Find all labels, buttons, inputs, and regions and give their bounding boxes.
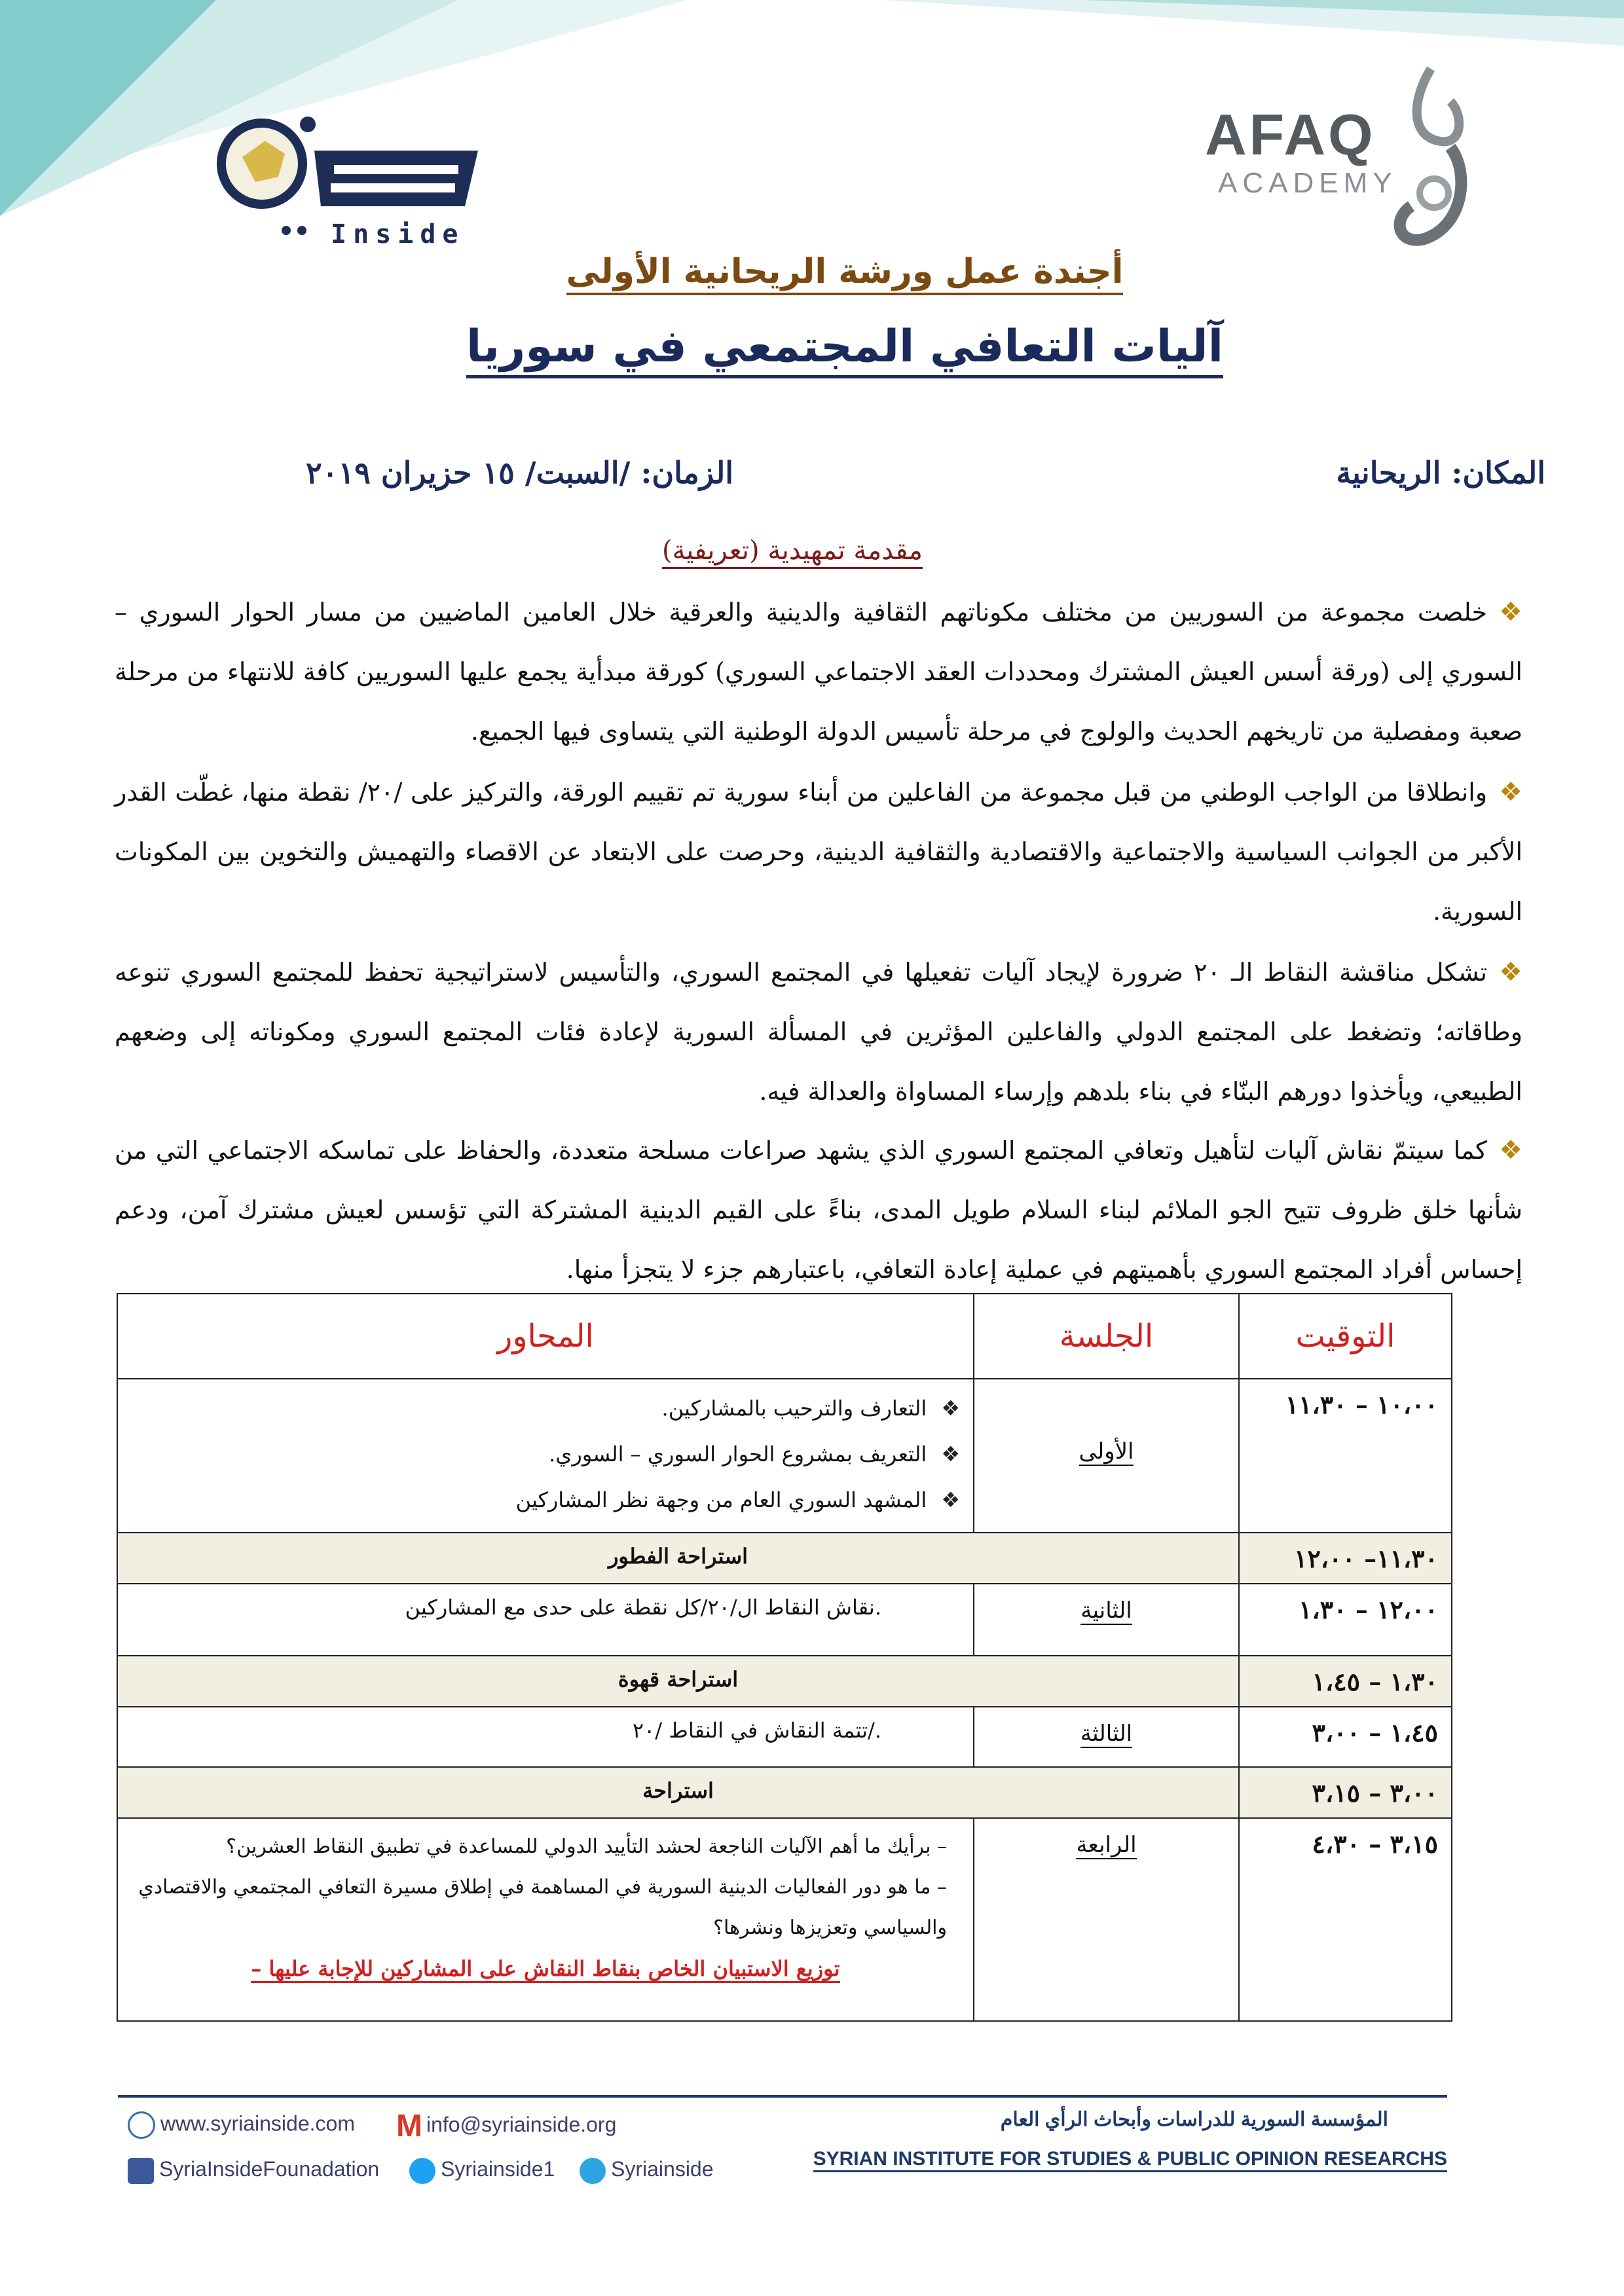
logo-dot-icon	[282, 226, 291, 235]
diamond-bullet-icon: ❖	[1499, 957, 1522, 987]
break-label: استراحة قهوة	[117, 1656, 1239, 1707]
axes-cell	[117, 1379, 974, 1533]
agenda-table	[117, 1293, 1452, 2022]
globe-icon	[128, 2111, 155, 2139]
agenda-header-row	[117, 1294, 1452, 1379]
break-label: استراحة	[117, 1767, 1239, 1818]
intro-paragraph: ❖ تشكل مناقشة النقاط الـ ٢٠ ضرورة لإيجاد آليات تفعيلها في المجتمع السوري، والتأسيس لاستراتيجية تحفظ للمجتمع السوري تنوعه وطاقاته؛ وتضغط على المجتمع الدولي والفاعلين المؤثرين في المسألة السورية لإعادة فئات المجتمع السوري ومكوناته إلى وضعهم الطبيعي، ويأخذوا دورهم البنّاء في بناء بلدهم وإرساء المساواة والعدالة فيه.	[115, 943, 1522, 1121]
axis-item: ❖المشهد السوري العام من وجهة نظر المشاركين	[515, 1487, 960, 1512]
agenda-row	[117, 1379, 1452, 1533]
inside-logo-word: Inside	[331, 219, 465, 249]
agenda-row	[117, 1707, 1452, 1767]
topic-title: آليات التعافي المجتمعي في سوريا	[393, 321, 1297, 373]
afaq-calligraphy-icon	[1385, 62, 1477, 259]
intro-heading: مقدمة تمهيدية (تعريفية)	[622, 536, 963, 566]
workshop-title: أجندة عمل ورشة الريحانية الأولى	[458, 252, 1231, 291]
magnifier-map-icon	[216, 105, 491, 223]
agenda-row	[117, 1818, 1452, 2021]
axis-item: ❖التعارف والترحيب بالمشاركين.	[661, 1396, 960, 1421]
question-item: – برأيك ما أهم الآليات الناجعة لحشد التأييد الدولي للمساعدة في تطبيق النقاط العشرين؟	[226, 1835, 947, 1858]
time-cell: ٣،١٥ – ٤،٣٠	[1239, 1818, 1452, 2021]
session-cell: الثالثة	[974, 1707, 1239, 1767]
syria-inside-logo	[216, 105, 491, 255]
agenda-break-row	[117, 1767, 1452, 1818]
telegram-icon	[580, 2158, 606, 2184]
diamond-bullet-icon: ❖	[1499, 597, 1522, 627]
afaq-academy-logo	[1198, 62, 1473, 259]
diamond-bullet-icon: ❖	[941, 1396, 960, 1421]
time-label: الزمان: /السبت/ ١٥ حزيران ٢٠١٩	[306, 455, 733, 490]
axes-cell	[117, 1818, 974, 2021]
twitter-contact[interactable]: Syriainside1	[409, 2157, 555, 2184]
header-time: التوقيت	[1239, 1294, 1452, 1379]
survey-note: – توزيع الاستبيان الخاص بنقاط النقاش على المشاركين للإجابة عليها	[131, 1956, 960, 1981]
website-contact[interactable]: www.syriainside.com	[128, 2111, 355, 2139]
facebook-contact[interactable]: SyriaInsideFounadation	[128, 2157, 379, 2184]
session-cell: الرابعة	[974, 1818, 1239, 2021]
time-cell: ١،٣٠ – ١،٤٥	[1239, 1656, 1452, 1707]
agenda-row	[117, 1584, 1452, 1656]
header-session: الجلسة	[974, 1294, 1239, 1379]
intro-paragraph: ❖ كما سيتمّ نقاش آليات لتأهيل وتعافي المجتمع السوري الذي يشهد صراعات مسلحة متعددة، والحفاظ على تماسكه الاجتماعي التي من شأنها خلق ظروف تتيح الجو الملائم لبناء السلام طويل المدى، بناءً على القيم الدينية المشتركة التي تؤسس لعيش مشترك آمن، ودعم إحساس أفراد المجتمع السوري بأهميتهم في عملية إعادة التعافي، باعتبارهم جزء لا يتجزأ منها.	[115, 1121, 1522, 1300]
intro-paragraph: ❖ خلصت مجموعة من السوريين من مختلف مكوناتهم الثقافية والدينية والعرقية خلال العامين الماضيين من مسار الحوار السوري – السوري إلى (ورقة أسس العيش المشترك ومحددات العقد الاجتماعي السوري) كورقة مبدأية يجمع عليها السوريين كافة للانتهاء من مرحلة صعبة ومفصلية من تاريخهم الحديث والولوج في مرحلة تأسيس الدولة الوطنية التي يتساوى فيها الجميع.	[115, 583, 1522, 761]
facebook-icon	[128, 2158, 154, 2184]
time-cell: ١٠،٠٠ – ١١،٣٠	[1239, 1379, 1452, 1533]
intro-paragraph: ❖ وانطلاقا من الواجب الوطني من قبل مجموعة من الفاعلين من أبناء سورية تم تقييم الورقة، والتركيز على /٢٠/ نقطة منها، غطّت القدر الأكبر من الجوانب السياسية والاجتماعية والاقتصادية والثقافية الدينية، وحرصت على الابتعاد عن الاقصاء والتهميش والتخوين بين المكونات السورية.	[115, 763, 1522, 941]
diamond-bullet-icon: ❖	[1499, 1135, 1522, 1165]
time-cell: ٣،٠٠ – ٣،١٥	[1239, 1767, 1452, 1818]
agenda-break-row	[117, 1533, 1452, 1584]
footer-organization	[813, 2105, 1447, 2203]
session-cell: الأولى	[974, 1379, 1239, 1533]
mail-icon: M	[396, 2109, 422, 2143]
academy-logo-word: ACADEMY	[1218, 167, 1397, 199]
org-name-english: SYRIAN INSTITUTE FOR STUDIES & PUBLIC OPINION RESEARCHS	[813, 2148, 1447, 2172]
axes-cell: نقاش النقاط ال/٢٠/كل نقطة على حدى مع المشاركين.	[117, 1584, 974, 1656]
axes-cell: تتمة النقاش في النقاط /٢٠/.	[117, 1707, 974, 1767]
footer-divider	[118, 2095, 1447, 2098]
header-axes: المحاور	[117, 1294, 974, 1379]
axis-item: ❖التعريف بمشروع الحوار السوري – السوري.	[549, 1442, 960, 1467]
place-label: المكان: الريحانية	[1336, 455, 1545, 490]
org-name-arabic: المؤسسة السورية للدراسات وأبحاث الرأي العام	[1000, 2109, 1388, 2130]
afaq-logo-word: AFAQ	[1205, 102, 1376, 167]
break-label: استراحة الفطور	[117, 1533, 1239, 1584]
diamond-bullet-icon: ❖	[1499, 777, 1522, 807]
email-contact[interactable]: Minfo@syriainside.org	[396, 2109, 617, 2143]
diamond-bullet-icon: ❖	[941, 1487, 960, 1512]
time-cell: ١،٤٥ – ٣،٠٠	[1239, 1707, 1452, 1767]
session-cell: الثانية	[974, 1584, 1239, 1656]
diamond-bullet-icon: ❖	[941, 1442, 960, 1467]
time-cell: ١٢،٠٠ – ١،٣٠	[1239, 1584, 1452, 1656]
footer-contacts	[128, 2098, 783, 2203]
logo-dot-icon	[297, 226, 306, 235]
twitter-icon	[409, 2158, 435, 2184]
time-cell: ١١،٣٠– ١٢،٠٠	[1239, 1533, 1452, 1584]
question-item: – ما هو دور الفعاليات الدينية السورية في المساهمة في إطلاق مسيرة التعافي المجتمعي والاقتصادي والسياسي وتعزيزها ونشرها؟	[138, 1876, 947, 1939]
telegram-contact[interactable]: Syriainside	[580, 2157, 714, 2184]
agenda-break-row	[117, 1656, 1452, 1707]
